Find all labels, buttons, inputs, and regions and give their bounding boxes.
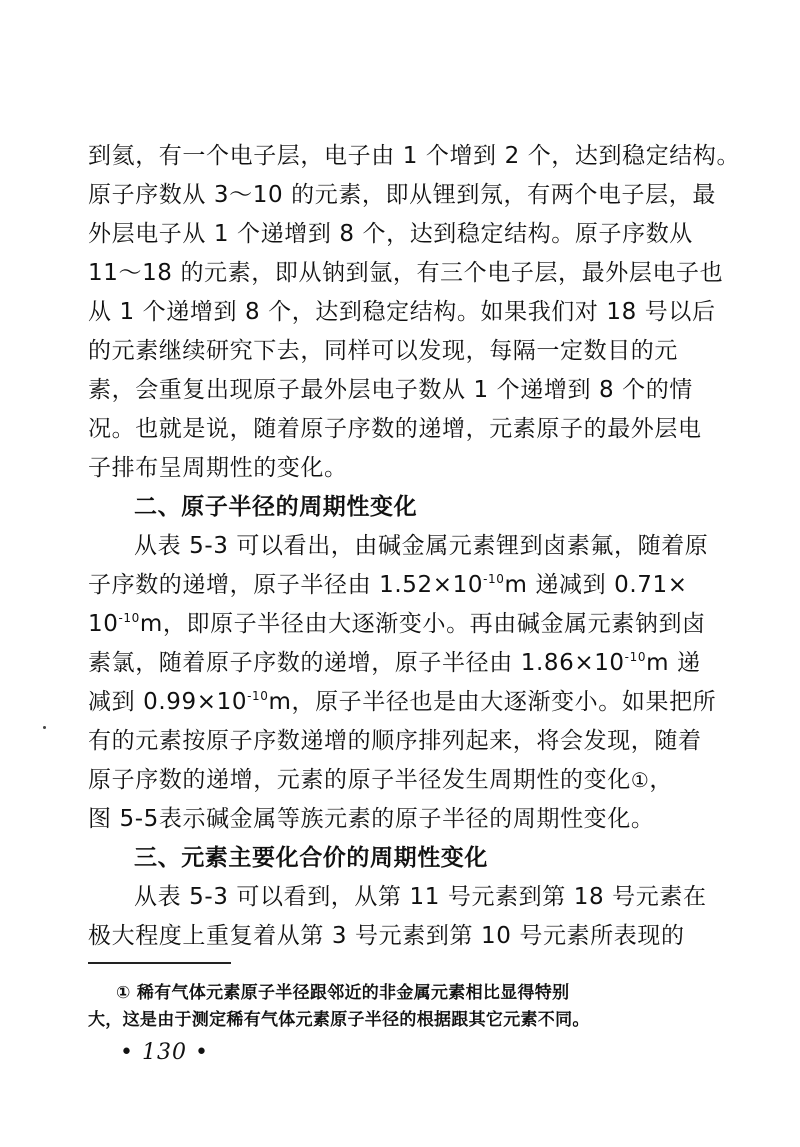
section-heading-valence: 三、元素主要化合价的周期性变化: [134, 845, 488, 871]
text-line: 11～18 的元素，即从钠到氩，有三个电子层，最外层电子也: [88, 260, 724, 286]
text-line: [88, 566, 688, 605]
text-line: 素，会重复出现原子最外层电子数从 1 个递增到 8 个的情: [88, 377, 693, 403]
text-line: [88, 605, 706, 644]
text-span: m，原子半径也是由大逐渐变小。如果把所: [268, 689, 717, 715]
text-line: 从表 5-3 可以看出，由碱金属元素锂到卤素氟，随着原: [134, 533, 709, 559]
footnote-marker: ①: [630, 768, 650, 792]
text-span: m，即原子半径由大逐渐变小。再由碱金属元素钠到卤: [139, 611, 706, 637]
text-span: 10: [88, 611, 119, 637]
exponent: -10: [118, 611, 140, 625]
text-line: 到氦，有一个电子层，电子由 1 个增到 2 个，达到稳定结构。: [88, 143, 741, 169]
text-span: m 递减到 0.71×: [504, 572, 688, 598]
text-line: 有的元素按原子序数递增的顺序排列起来，将会发现，随着: [88, 728, 702, 754]
text-line: [88, 644, 701, 683]
text-span: 素氯，随着原子序数的递增，原子半径由 1.86×10: [88, 650, 625, 676]
text-line: 外层电子从 1 个递增到 8 个，达到稳定结构。原子序数从: [88, 221, 693, 247]
text-line: 极大程度上重复着从第 3 号元素到第 10 号元素所表现的: [88, 923, 685, 949]
text-line: 况。也就是说，随着原子序数的递增，元素原子的最外层电: [88, 416, 702, 442]
text-line: 子排布呈周期性的变化。: [88, 455, 348, 481]
text-span: 子序数的递增，原子半径由 1.52×10: [88, 572, 484, 598]
scan-speck: [43, 726, 46, 729]
exponent: -10: [247, 689, 269, 703]
footnote: [88, 980, 668, 1034]
exponent: -10: [483, 572, 505, 586]
text-span: 原子序数的递增，元素的原子半径发生周期性的变化: [88, 767, 631, 793]
text-span: m 递: [646, 650, 701, 676]
text-line: 图 5-5表示碱金属等族元素的原子半径的周期性变化。: [88, 806, 655, 832]
body-text: [88, 137, 741, 956]
section-heading-atomic-radius: 二、原子半径的周期性变化: [134, 494, 418, 520]
text-line: 从表 5-3 可以看到，从第 11 号元素到第 18 号元素在: [134, 884, 707, 910]
text-line: 的元素继续研究下去，同样可以发现，每隔一定数目的元: [88, 338, 678, 364]
footnote-divider: [88, 962, 231, 964]
footnote-line: 大，这是由于测定稀有气体元素原子半径的根据跟其它元素不同。: [88, 1010, 590, 1030]
text-line: 原子序数从 3～10 的元素，即从锂到氖，有两个电子层，最: [88, 182, 716, 208]
text-line: 从 1 个递增到 8 个，达到稳定结构。如果我们对 18 号以后: [88, 299, 716, 325]
text-line: [88, 761, 673, 800]
page-number: • 130 •: [120, 1040, 209, 1065]
exponent: -10: [624, 650, 647, 664]
text-span: ，: [649, 767, 673, 793]
footnote-line: ① 稀有气体元素原子半径跟邻近的非金属元素相比显得特别: [116, 983, 570, 1003]
text-line: [88, 683, 717, 722]
text-span: 减到 0.99×10: [88, 689, 248, 715]
